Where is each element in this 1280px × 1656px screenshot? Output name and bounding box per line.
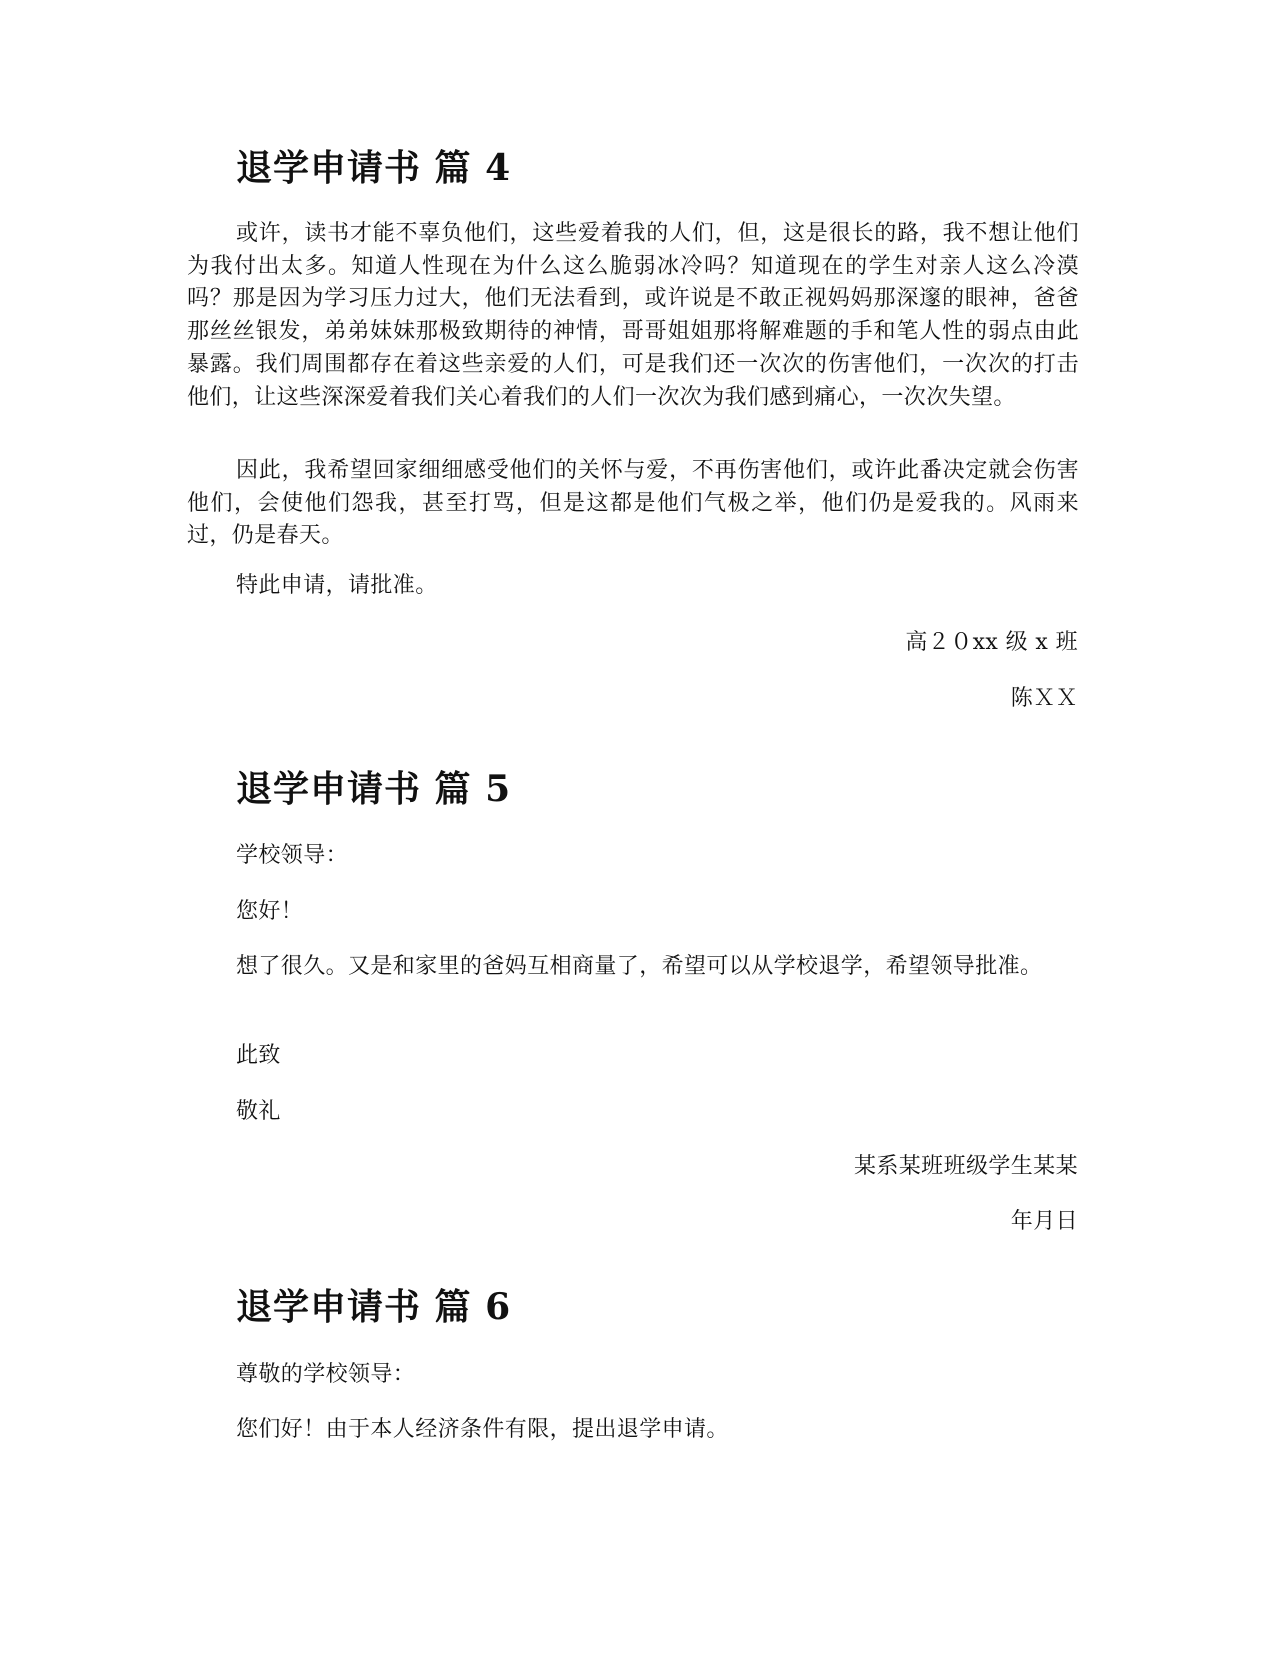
section-5-signature: 某系某班班级学生某某 [853, 1154, 1078, 1179]
section-4-paragraph-1: 或许，读书才能不辜负他们，这些爱着我的人们，但，这是很长的路，我不想让他们为我付出太多。知道人性现在为什么这么脆弱冰冷吗？知道现在的学生对亲人这么冷漠吗？那是因为学习压力过大，他们无法看到，或许说是不敢正视妈妈那深邃的眼神，爸爸那丝丝银发，弟弟妹妹那极致期待的神情，哥哥姐姐那将解难题的手和笔人性的弱点由此暴露。我们周围都存在着这些亲爱的人们，可是我们还一次次的伤害他们，一次次的打击他们，让这些深深爱着我们关心着我们的人们一次次为我们感到痛心，一次次失望。 [187, 221, 1079, 410]
section-5-greeting: 您好！ [236, 899, 304, 924]
section-4-paragraph-2: 因此，我希望回家细细感受他们的关怀与爱，不再伤害他们，或许此番决定就会伤害他们，会使他们怨我，甚至打骂，但是这都是他们气极之举，他们仍是爱我的。风雨来过，仍是春天。 [187, 458, 1079, 549]
section-5-date: 年月日 [1010, 1209, 1078, 1234]
section-4-signature: 陈ＸＸ [1010, 686, 1078, 711]
section-4-title: 退学申请书 篇 4 [236, 147, 512, 189]
section-6-salutation: 尊敬的学校领导： [236, 1362, 416, 1387]
section-5-salutation: 学校领导： [236, 843, 349, 868]
section-6-body: 您们好！由于本人经济条件有限，提出退学申请。 [236, 1417, 729, 1442]
section-4-closing: 特此申请，请批准。 [236, 573, 438, 598]
section-5-body: 想了很久。又是和家里的爸妈互相商量了，希望可以从学校退学，希望领导批准。 [236, 954, 1043, 979]
section-6-title: 退学申请书 篇 6 [236, 1286, 512, 1328]
section-5-closing-2: 敬礼 [236, 1099, 281, 1124]
section-5-closing-1: 此致 [236, 1043, 281, 1068]
section-5-title: 退学申请书 篇 5 [236, 768, 512, 810]
section-4-class-line: 高２０xx 级 x 班 [905, 630, 1078, 655]
